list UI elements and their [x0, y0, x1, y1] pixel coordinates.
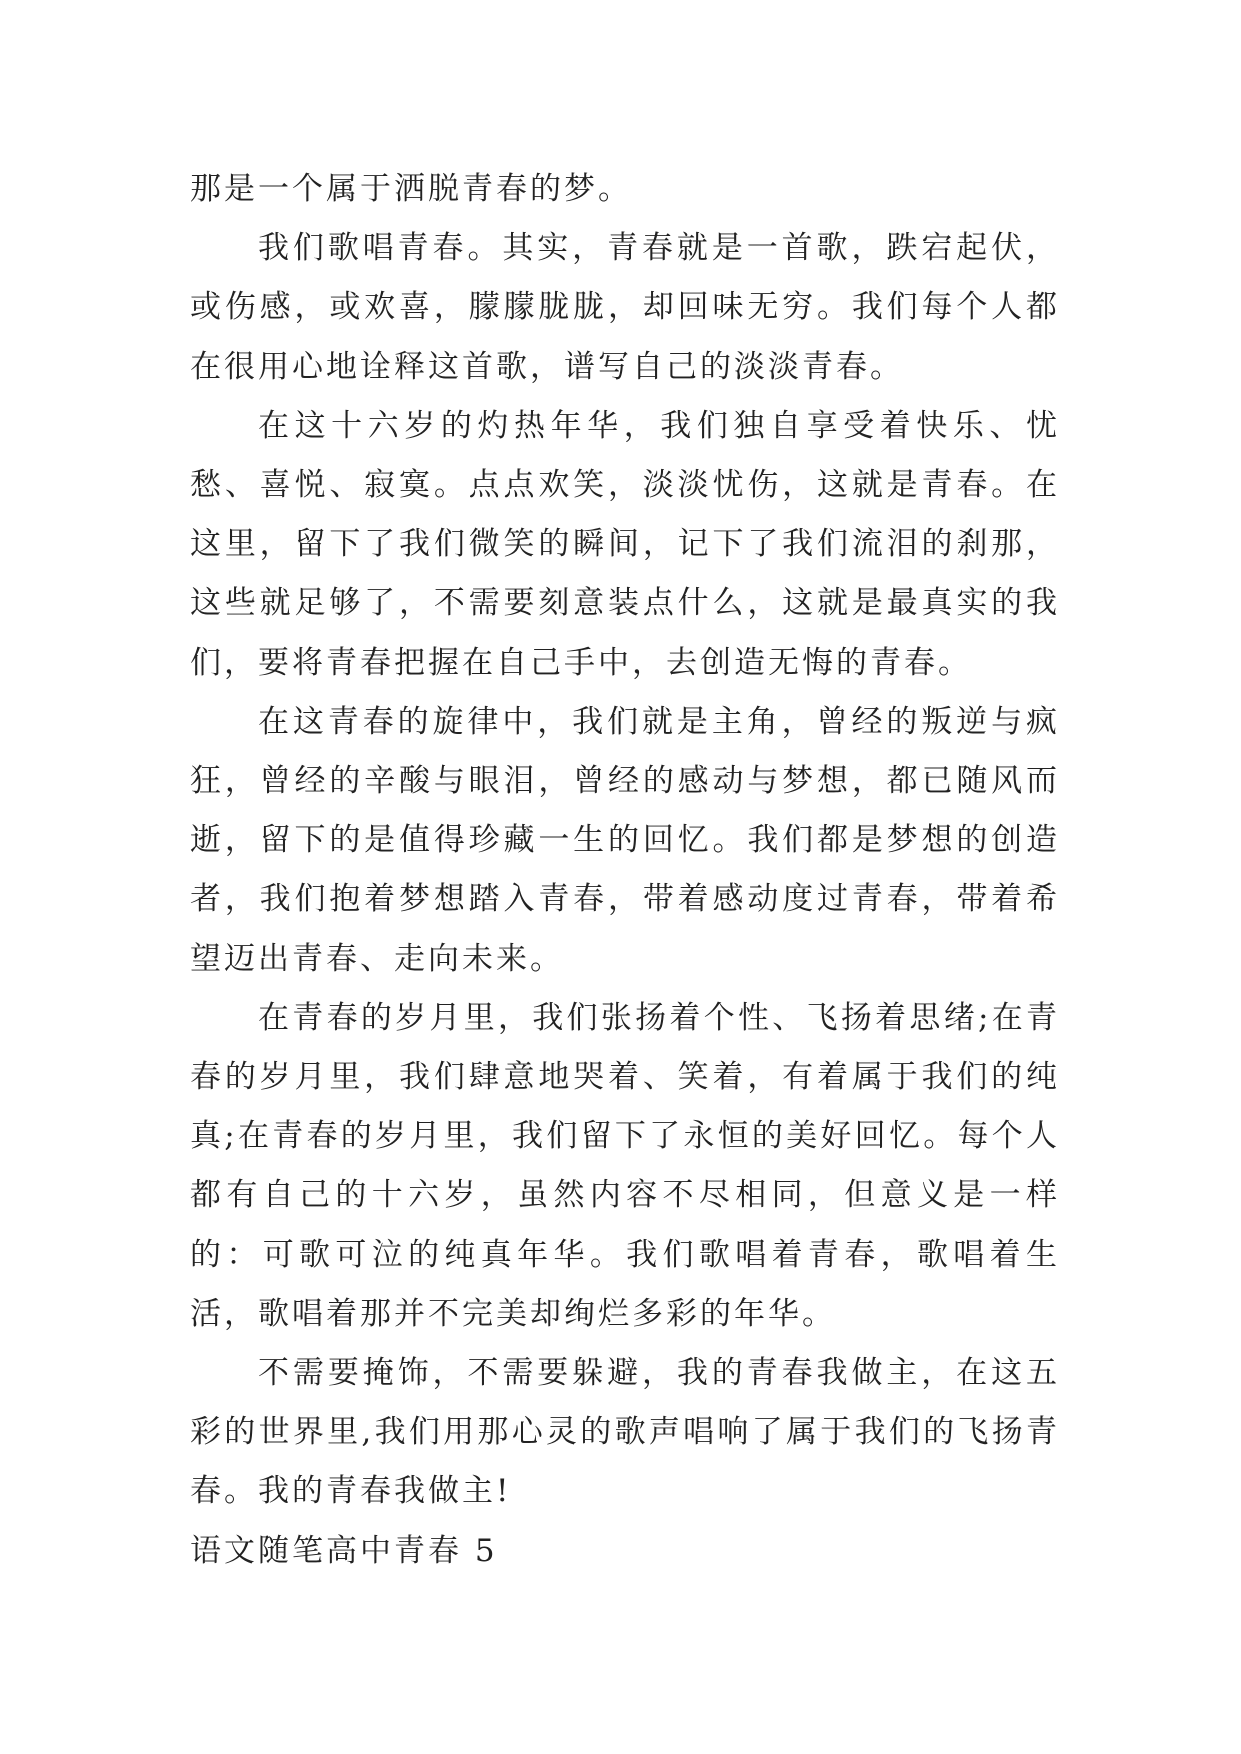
- paragraph-1: 那是一个属于洒脱青春的梦。: [190, 171, 632, 207]
- paragraph-4: 在这青春的旋律中，我们就是主角，曾经的叛逆与疯狂，曾经的辛酸与眼泪，曾经的感动与梦想，都已随风而逝，留下的是值得珍藏一生的回忆。我们都是梦想的创造者，我们抱着梦想踏入青春，带着感动度过青春，带着希望迈出青春、走向未来。: [190, 703, 1060, 977]
- paragraph-5: 在青春的岁月里，我们张扬着个性、飞扬着思绪;在青春的岁月里，我们肆意地哭着、笑着，有着属于我们的纯真;在青春的岁月里，我们留下了永恒的美好回忆。每个人都有自己的十六岁，虽然内容不尽相同，但意义是一样的：可歌可泣的纯真年华。我们歌唱着青春，歌唱着生活，歌唱着那并不完美却绚烂多彩的年华。: [190, 999, 1060, 1332]
- section-heading: 语文随笔高中青春 5: [190, 1532, 498, 1569]
- document-body: [190, 160, 1060, 1581]
- paragraph-3: 在这十六岁的灼热年华，我们独自享受着快乐、忧愁、喜悦、寂寞。点点欢笑，淡淡忧伤，这就是青春。在这里，留下了我们微笑的瞬间，记下了我们流泪的刹那，这些就足够了，不需要刻意装点什么，这就是最真实的我们，要将青春把握在自己手中，去创造无悔的青春。: [190, 407, 1060, 681]
- paragraph-6: 不需要掩饰，不需要躲避，我的青春我做主，在这五彩的世界里,我们用那心灵的歌声唱响了属于我们的飞扬青春。我的青春我做主!: [190, 1355, 1060, 1510]
- paragraph-2: 我们歌唱青春。其实，青春就是一首歌，跌宕起伏，或伤感，或欢喜，朦朦胧胧，却回味无穷。我们每个人都在很用心地诠释这首歌，谱写自己的淡淡青春。: [190, 230, 1060, 385]
